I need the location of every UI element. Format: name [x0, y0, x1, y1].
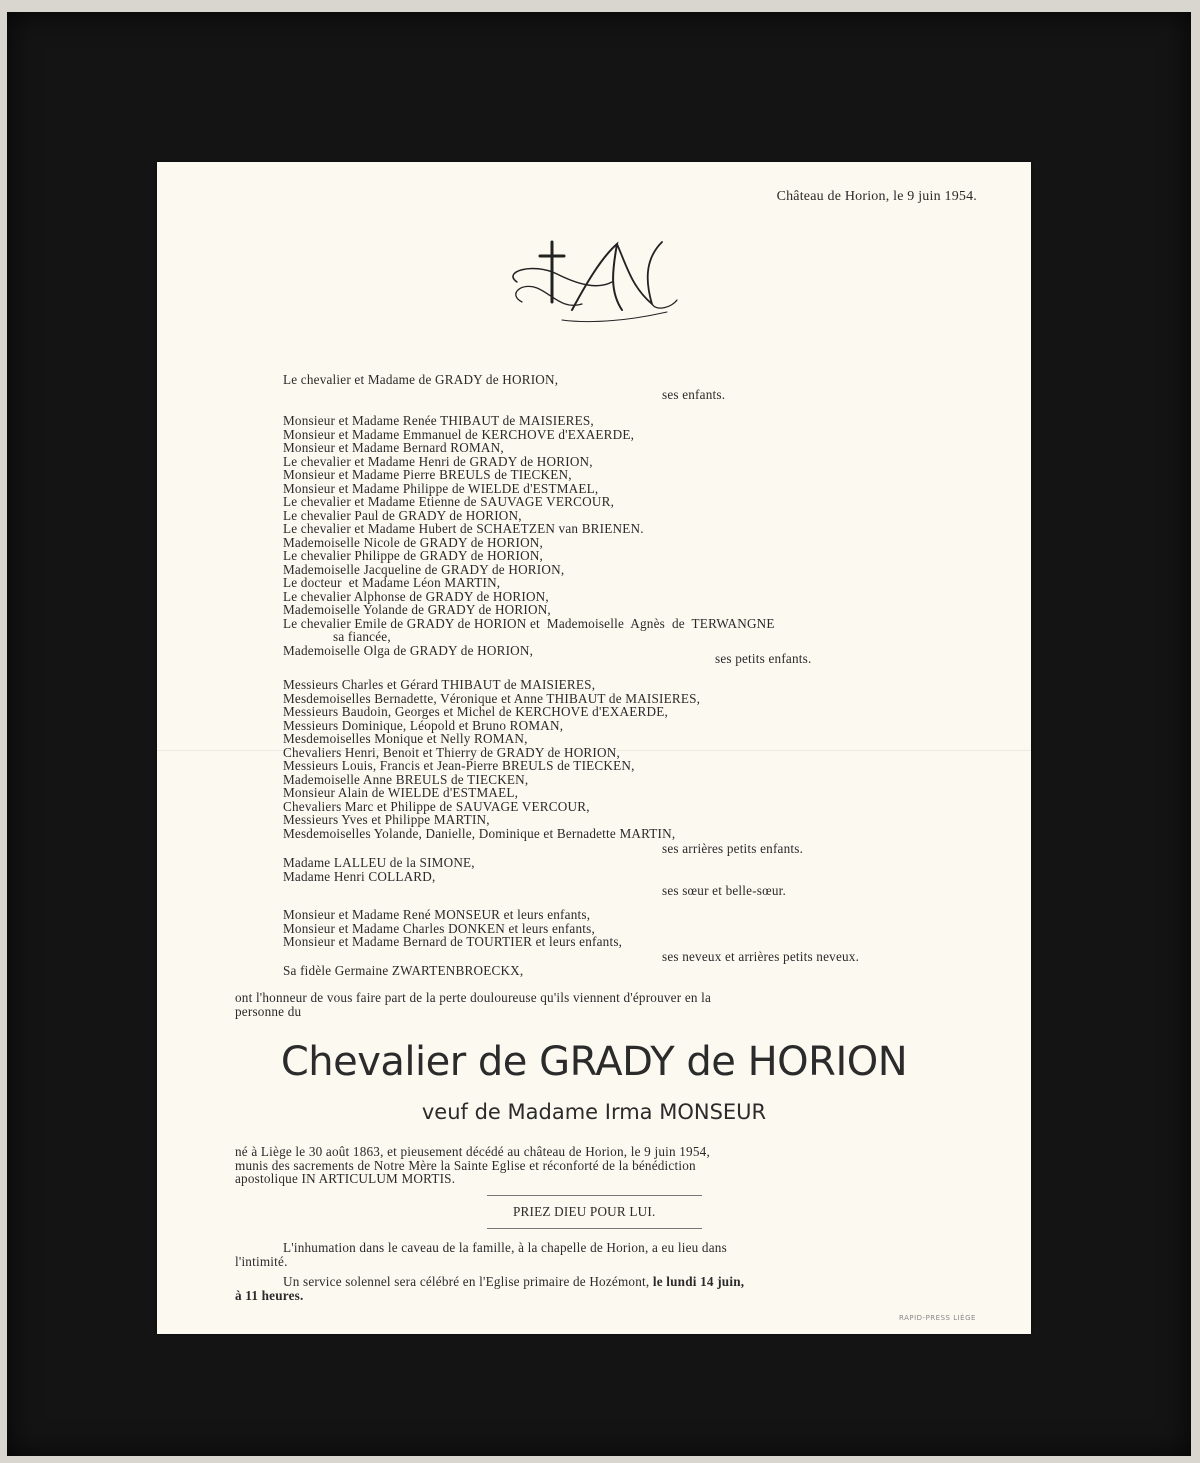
- family-line: Monsieur et Madame Emmanuel de KERCHOVE d'EXAERDE,: [283, 426, 635, 442]
- date-line: Château de Horion, le 9 juin 1954.: [776, 189, 977, 204]
- family-line: Le chevalier et Madame de GRADY de HORION,: [283, 372, 559, 387]
- intro-line: personne du: [235, 1004, 302, 1019]
- family-line: Monsieur et Madame Pierre BREULS de TIECKEN,: [283, 467, 572, 482]
- family-line: Mademoiselle Anne BREULS de TIECKEN,: [283, 771, 529, 787]
- biography-line: né à Liège le 30 août 1863, et pieusement décédé au château de Horion, le 9 juin 1954,: [235, 1144, 710, 1159]
- deceased-name: Chevalier de GRADY de HORION: [280, 1039, 908, 1085]
- family-line: Mademoiselle Jacqueline de GRADY de HORION,: [283, 561, 565, 577]
- family-line: Messieurs Louis, Francis et Jean-Pierre BREULS de TIECKEN,: [283, 758, 635, 773]
- family-line: Le chevalier Emile de GRADY de HORION et Mademoiselle Agnès de TERWANGNE: [283, 615, 775, 631]
- service-date: le lundi 14 juin,: [652, 1274, 745, 1289]
- widower-line: veuf de Madame Irma MONSEUR: [421, 1100, 767, 1124]
- family-line: Madame LALLEU de la SIMONE,: [283, 855, 475, 870]
- service-time: [235, 1289, 303, 1302]
- family-line: Monsieur et Madame Renée THIBAUT de MAISIERES,: [283, 413, 594, 428]
- intro-line: ont l'honneur de vous faire part de la perte douloureuse qu'ils viennent d'éprouver en la: [235, 990, 712, 1005]
- family-line: Monsieur et Madame Philippe de WIELDE d'ESTMAEL,: [283, 480, 599, 496]
- service-line: [283, 1275, 744, 1288]
- burial-line: l'intimité.: [235, 1254, 288, 1269]
- relation-label: ses enfants.: [662, 387, 726, 402]
- divider: [487, 1195, 702, 1196]
- service-hour: à 11 heures.: [235, 1288, 304, 1303]
- family-line: Messieurs Charles et Gérard THIBAUT de MAISIERES,: [283, 677, 596, 692]
- family-line: Madame Henri COLLARD,: [283, 869, 436, 884]
- relation-label: ses petits enfants.: [715, 651, 812, 666]
- family-line: Mesdemoiselles Monique et Nelly ROMAN,: [283, 731, 528, 746]
- family-line: Messieurs Dominique, Léopold et Bruno ROMAN,: [283, 717, 564, 733]
- family-line: Le chevalier Paul de GRADY de HORION,: [283, 507, 522, 523]
- family-line: Monsieur et Madame Charles DONKEN et leurs enfants,: [283, 920, 595, 936]
- printer-mark: RAPID-PRESS LIÈGE: [899, 1314, 976, 1322]
- service-text: Un service solennel sera célébré en l'Eglise primaire de Hozémont,: [283, 1274, 653, 1289]
- cross-monogram-icon: [502, 232, 682, 332]
- family-line-indented: sa fiancée,: [333, 629, 391, 644]
- family-line: Le chevalier Alphonse de GRADY de HORION,: [283, 588, 549, 604]
- servant-line: Sa fidèle Germaine ZWARTENBROECKX,: [283, 963, 524, 978]
- family-line: Monsieur et Madame Bernard de TOURTIER et leurs enfants,: [283, 934, 623, 949]
- family-line: Mademoiselle Olga de GRADY de HORION,: [283, 642, 534, 658]
- biography-line: apostolique IN ARTICULUM MORTIS.: [235, 1171, 456, 1186]
- divider: [487, 1228, 702, 1229]
- family-line: Mesdemoiselles Bernadette, Véronique et Anne THIBAUT de MAISIERES,: [283, 690, 701, 706]
- relation-label: ses neveux et arrières petits neveux.: [662, 949, 860, 964]
- family-line: Monsieur et Madame Bernard ROMAN,: [283, 440, 504, 455]
- family-line: Le chevalier Philippe de GRADY de HORION,: [283, 548, 544, 563]
- funeral-notice-sheet: [157, 162, 1031, 1334]
- family-line: Le chevalier et Madame Etienne de SAUVAGE VERCOUR,: [283, 494, 615, 509]
- family-line: Mademoiselle Yolande de GRADY de HORION,: [283, 602, 551, 617]
- family-line: Mademoiselle Nicole de GRADY de HORION,: [283, 534, 544, 550]
- family-line: Chevaliers Henri, Benoit et Thierry de GRADY de HORION,: [283, 744, 620, 760]
- prayer-line: PRIEZ DIEU POUR LUI.: [513, 1204, 656, 1219]
- family-line: Monsieur Alain de WIELDE d'ESTMAEL,: [283, 785, 519, 800]
- relation-label: ses sœur et belle-sœur.: [662, 883, 786, 898]
- family-line: Messieurs Baudoin, Georges et Michel de KERCHOVE d'EXAERDE,: [283, 704, 668, 719]
- burial-line: L'inhumation dans le caveau de la famille, à la chapelle de Horion, a eu lieu dans: [283, 1240, 727, 1255]
- family-line: Messieurs Yves et Philippe MARTIN,: [283, 812, 490, 827]
- black-mount-board: [7, 12, 1191, 1456]
- family-line: Chevaliers Marc et Philippe de SAUVAGE VERCOUR,: [283, 798, 590, 814]
- family-line: Mesdemoiselles Yolande, Danielle, Dominique et Bernadette MARTIN,: [283, 825, 676, 841]
- family-line: Monsieur et Madame René MONSEUR et leurs enfants,: [283, 907, 591, 922]
- relation-label: ses arrières petits enfants.: [662, 841, 804, 856]
- family-line: Le chevalier et Madame Hubert de SCHAETZEN van BRIENEN.: [283, 521, 644, 536]
- biography-line: munis des sacrements de Notre Mère la Sainte Eglise et réconforté de la bénédiction: [235, 1157, 696, 1173]
- family-line: Le chevalier et Madame Henri de GRADY de HORION,: [283, 453, 593, 469]
- family-line: Le docteur et Madame Léon MARTIN,: [283, 575, 501, 590]
